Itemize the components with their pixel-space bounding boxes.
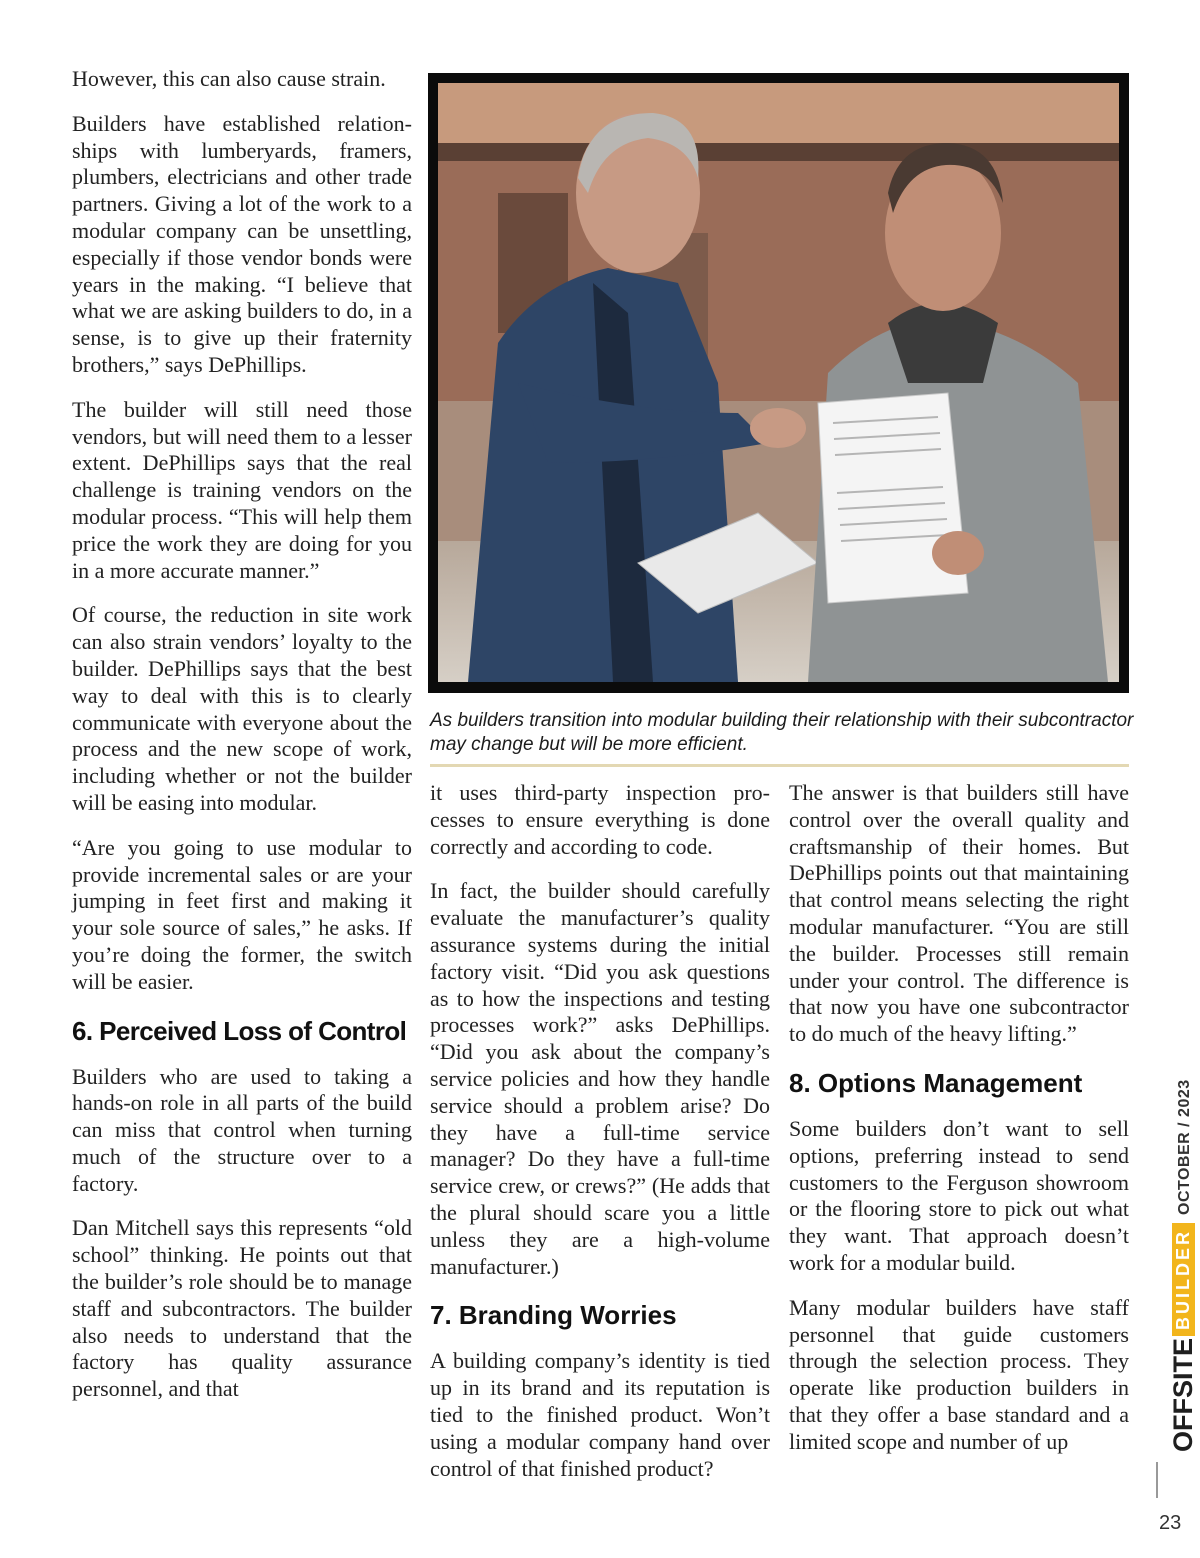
paragraph: In fact, the builder should carefully evaluate the manufacturer’s quality assurance systems during the initial factory visit. “Did you ask questions as to how the inspections and testing processes work?” asks DePhillips. “Did you ask about the company’s service policies and how they handle service should a problem arise? Do they have a full-time service manager? Do they have a full-time service crew, or crews?” (He adds that the plural should scare you a little unless they are a high-volume manufacturer.) — [430, 878, 770, 1279]
article-photo — [428, 73, 1129, 693]
paragraph: Builders who are used to taking a hands-on role in all parts of the build can miss that control when turning much of the structure over to a factory. — [72, 1063, 412, 1196]
section-heading-8: 8. Options Management — [789, 1067, 1083, 1098]
paragraph: Builders have established relationships with lumberyards, framers, plumbers, electricians and other trade partners. Giving a lot of the work to a modular company can be unsettling, especially if those vendor bonds were years in the making. “I believe that what we are asking builders to do, in a sense, is to give up their fraternity brothers,” says DePhillips. — [72, 110, 412, 377]
paragraph: Of course, the reduction in site work can also strain vendors’ loyalty to the builder. DePhillips says that the best way to deal with this is to clearly communicate with everyone about the process and the new scope of work, including whether or not the builder will be easing into modular. — [72, 602, 412, 815]
page-number: 23 — [1159, 1512, 1182, 1534]
photo-caption: As builders transition into modular building their relationship with their subcontractor may change but will be more efficient. — [430, 710, 1134, 755]
paragraph: “Are you going to use modular to provide incremental sales or are your jumping in feet first and making it your sole source of sales,” he asks. If you’re doing the former, the switch will be easier. — [72, 834, 412, 994]
paragraph: The builder will still need those vendors, but will need them to a lesser extent. DePhillips says that the real challenge is training vendors on the modular process. “This will help them price the work they are doing for you in a more accurate manner.” — [72, 396, 412, 583]
brand-builder: BUILDER — [1172, 1223, 1195, 1336]
magazine-branding — [1168, 1079, 1199, 1452]
article-column-1 — [72, 66, 412, 1421]
page-number-rule — [1156, 1462, 1158, 1498]
paragraph: Some builders don’t want to sell options, preferring instead to send customers to the Ferguson showroom or the flooring store to pick out what they want. That approach doesn’t work for a modular build. — [789, 1115, 1129, 1275]
photo-illustration — [438, 83, 1119, 682]
caption-divider — [430, 764, 1129, 767]
paragraph: Many modular builders have staff personnel that guide customers through the selection process. They operate like production builders in that they offer a base standard and a limited scope and number of up — [789, 1294, 1129, 1454]
section-heading-6: 6. Perceived Loss of Control — [72, 1015, 407, 1046]
paragraph: A building company’s identity is tied up in its brand and its reputation is tied to the finished product. Won’t using a modular company hand over control of that finished product? — [430, 1348, 770, 1481]
paragraph: it uses third-party inspection processes to ensure everything is done correctly and according to code. — [430, 780, 770, 859]
paragraph: The answer is that builders still have control over the overall quality and craftsmanship of their homes. But DePhillips points out that maintaining that control means selecting the right modular manufacturer. “You are still the builder. Processes still remain under your control. The difference is that now you have one subcontractor to do much of the heavy lifting.” — [789, 780, 1129, 1047]
brand-offsite: OFFSITE — [1168, 1338, 1198, 1452]
article-column-2 — [430, 780, 770, 1500]
issue-date: OCTOBER / 2023 — [1176, 1079, 1193, 1215]
article-column-3 — [789, 780, 1129, 1474]
paragraph: Dan Mitchell says this represents “old school” thinking. He points out that the builder’s role should be to manage staff and subcontractors. The builder also needs to understand that the factory has quality assurance personnel, and that — [72, 1215, 412, 1402]
section-heading-7: 7. Branding Worries — [430, 1300, 677, 1331]
paragraph: However, this can also cause strain. — [72, 66, 386, 91]
